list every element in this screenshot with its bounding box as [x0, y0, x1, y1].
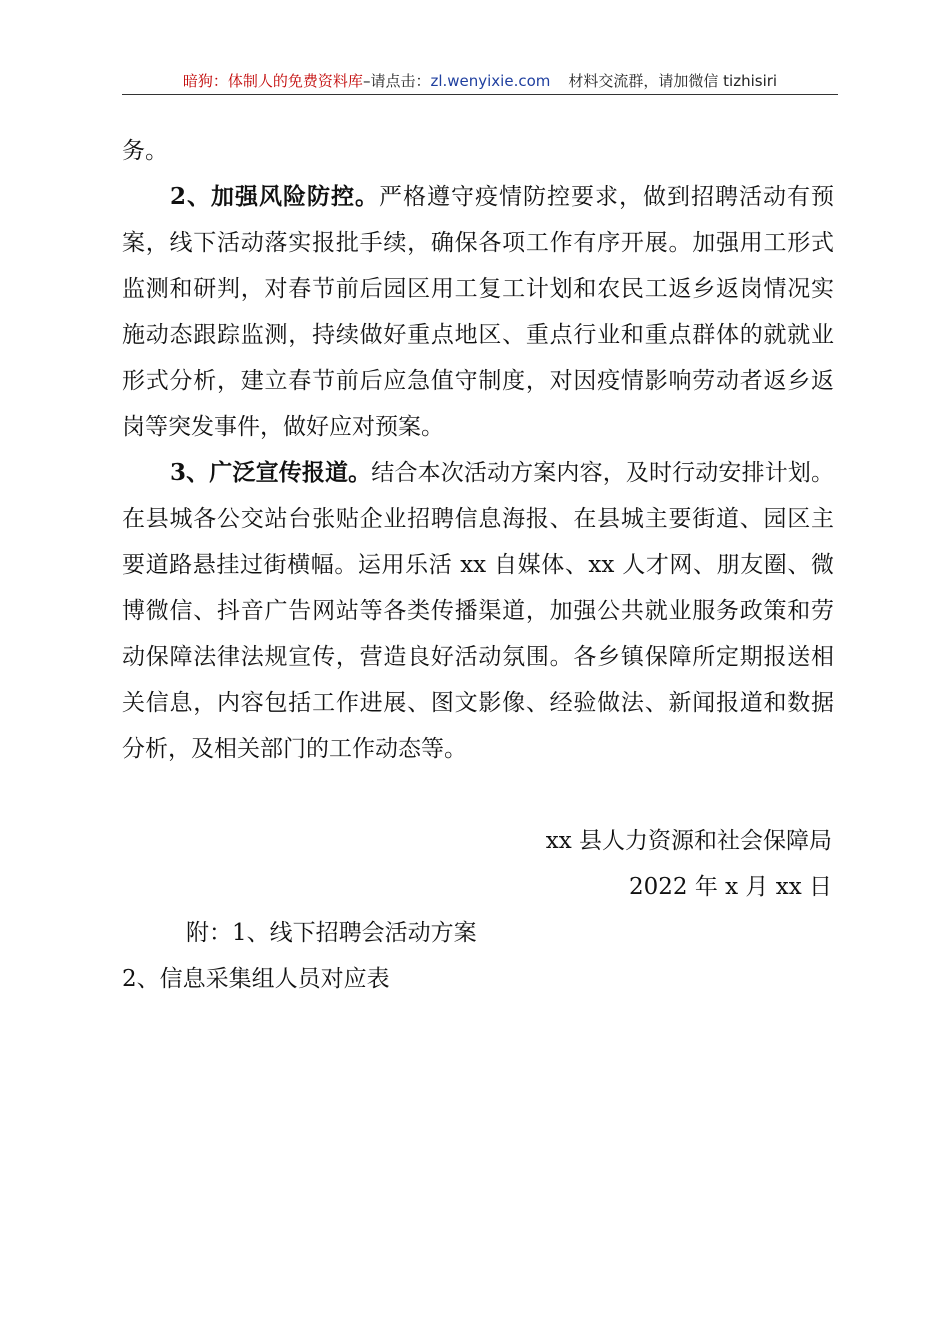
header-click-prompt: –请点击：: [362, 72, 431, 90]
signature-organization: xx 县人力资源和社会保障局: [545, 828, 832, 854]
section-3-body: 结合本次活动方案内容，及时行动安排计划。在县城各公交站台张贴企业招聘信息海报、在县城主要街道、园区主要道路悬挂过街横幅。运用乐活 xx 自媒体、xx 人才网、朋友圈、微博微信、抖音广告网站等各类传播渠道，加强公共就业服务政策和劳动保障法律法规宣传，营造良好活动氛围。各乡镇保障所定期报送相关信息，内容包括工作进展、图文影像、经验做法、新闻报道和数据分析，及相关部门的工作动态等。: [122, 460, 835, 762]
header-site-name: 暗狗：体制人的免费资料库: [182, 72, 363, 90]
section-3-title: 3、广泛宣传报道。: [170, 459, 372, 486]
header-url-link[interactable]: zl.wenyixie.com: [430, 72, 551, 90]
header-group-note: 材料交流群，请加微信 tizhisiri: [568, 72, 778, 90]
section-2-paragraph: [122, 174, 834, 450]
attachment-line-1: 附：1、线下招聘会活动方案: [186, 920, 477, 946]
header-divider: [122, 94, 838, 95]
section-3-paragraph: [122, 450, 834, 772]
page-header: [122, 70, 838, 92]
section-2-title: 2、加强风险防控。: [170, 183, 379, 210]
document-body: [122, 128, 834, 1002]
continuation-paragraph: 务。: [122, 138, 168, 164]
attachment-line-2: 2、信息采集组人员对应表: [122, 966, 390, 992]
section-2-body: 严格遵守疫情防控要求，做到招聘活动有预案，线下活动落实报批手续，确保各项工作有序开展。加强用工形式监测和研判，对春节前后园区用工复工计划和农民工返乡返岗情况实施动态跟踪监测，持续做好重点地区、重点行业和重点群体的就就业形式分析，建立春节前后应急值守制度，对因疫情影响劳动者返乡返岗等突发事件，做好应对预案。: [122, 184, 834, 440]
signature-date: 2022 年 x 月 xx 日: [628, 874, 832, 900]
